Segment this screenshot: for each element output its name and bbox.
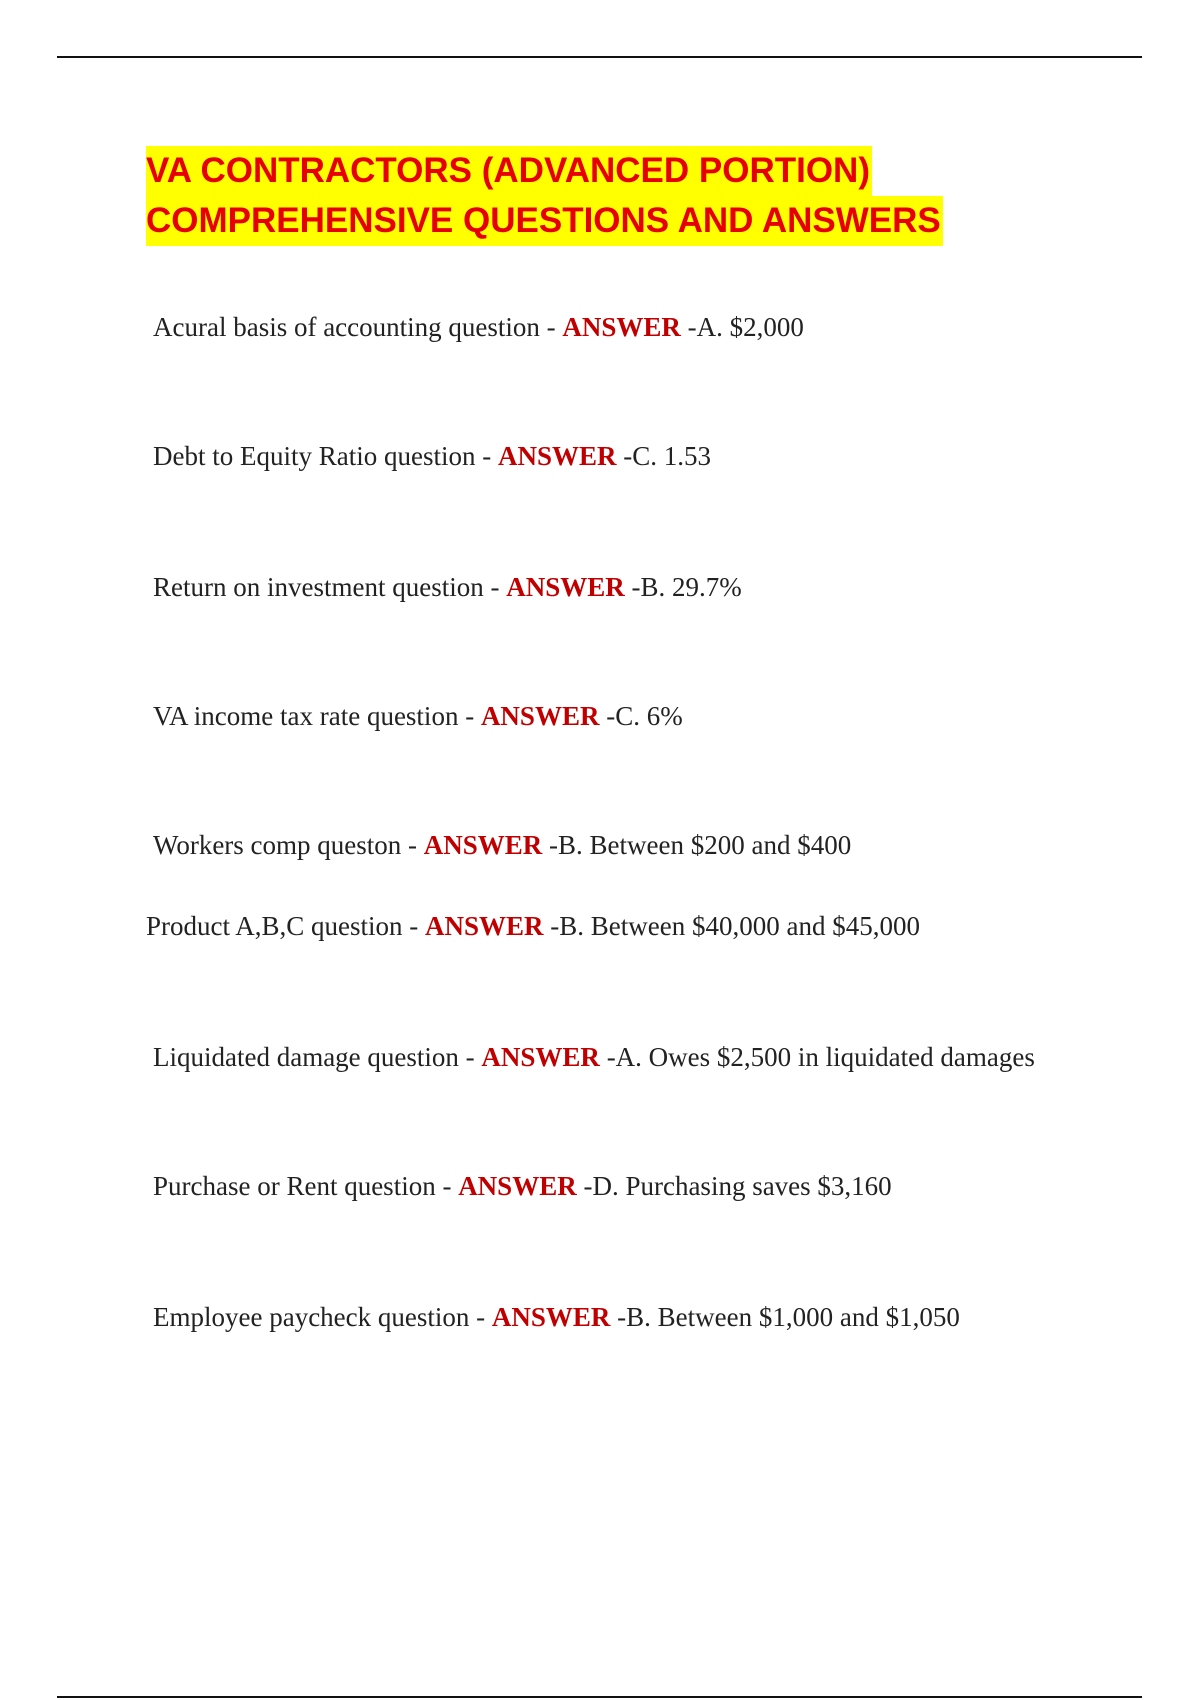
bottom-rule — [57, 1696, 1142, 1698]
question-text: Debt to Equity Ratio question - — [153, 441, 498, 471]
qa-item-accrual-basis — [153, 310, 804, 344]
answer-keyword: ANSWER — [481, 1042, 600, 1072]
answer-keyword: ANSWER — [491, 1302, 611, 1332]
answer-keyword: ANSWER — [480, 701, 600, 731]
question-text: Purchase or Rent question - — [153, 1171, 459, 1201]
question-text: Liquidated damage question - — [153, 1042, 482, 1072]
question-text: Return on investment question - — [153, 572, 507, 602]
answer-text: -C. 1.53 — [623, 441, 711, 471]
title-line-1: VA CONTRACTORS (ADVANCED PORTION) — [146, 146, 872, 196]
title-line-2: COMPREHENSIVE QUESTIONS AND ANSWERS — [146, 196, 943, 246]
answer-text: -B. Between $40,000 and $45,000 — [550, 911, 920, 941]
qa-item-debt-equity — [153, 439, 711, 473]
qa-item-employee-paycheck — [153, 1300, 960, 1334]
document-title — [146, 146, 943, 246]
answer-text: -D. Purchasing saves $3,160 — [583, 1171, 892, 1201]
answer-keyword: ANSWER — [423, 830, 543, 860]
question-text: VA income tax rate question - — [153, 701, 481, 731]
qa-item-workers-comp — [153, 828, 851, 862]
answer-keyword: ANSWER — [425, 911, 544, 941]
answer-text: -A. Owes $2,500 in liquidated damages — [606, 1042, 1035, 1072]
answer-keyword: ANSWER — [562, 312, 681, 342]
qa-item-liquidated-damage — [153, 1040, 1035, 1074]
qa-item-purchase-or-rent — [153, 1169, 892, 1203]
qa-item-product-abc — [146, 909, 920, 943]
question-text: Workers comp queston - — [153, 830, 424, 860]
answer-text: -C. 6% — [606, 701, 683, 731]
answer-keyword: ANSWER — [458, 1171, 577, 1201]
answer-text: -A. $2,000 — [687, 312, 804, 342]
answer-text: -B. Between $1,000 and $1,050 — [617, 1302, 960, 1332]
qa-item-va-income-tax — [153, 699, 683, 733]
question-text: Product A,B,C question - — [146, 911, 426, 941]
answer-text: -B. 29.7% — [631, 572, 742, 602]
answer-keyword: ANSWER — [506, 572, 625, 602]
question-text: Acural basis of accounting question - — [153, 312, 563, 342]
top-rule — [57, 56, 1142, 58]
answer-keyword: ANSWER — [497, 441, 617, 471]
question-text: Employee paycheck question - — [153, 1302, 492, 1332]
qa-item-return-on-investment — [153, 570, 742, 604]
answer-text: -B. Between $200 and $400 — [549, 830, 852, 860]
